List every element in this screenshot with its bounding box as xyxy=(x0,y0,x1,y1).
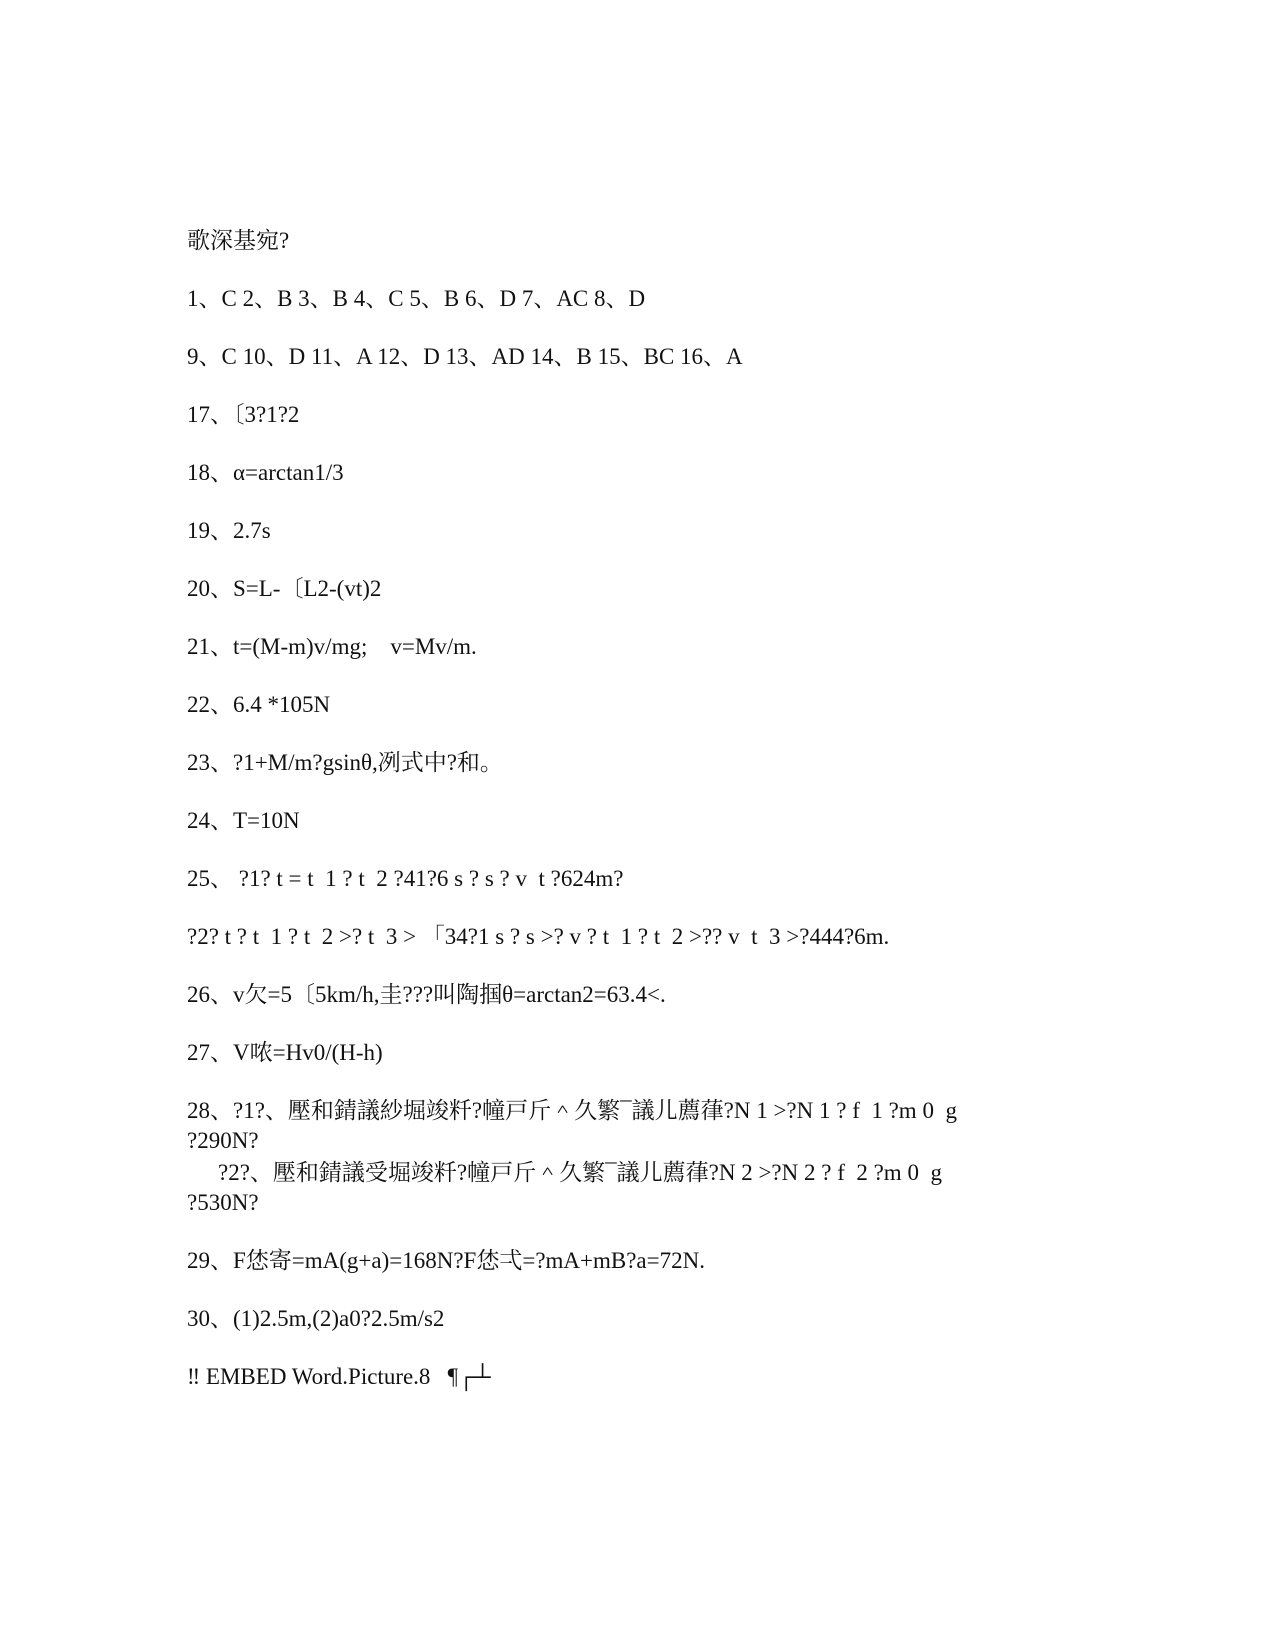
answer-20: 20、S=L-〔L2-(vt)2 xyxy=(187,576,382,601)
answer-21: 21、t=(M-m)v/mg; v=Mv/m. xyxy=(187,634,477,659)
answer-23: 23、?1+M/m?gsinθ,冽式中?和。 xyxy=(187,750,503,775)
answer-19: 19、2.7s xyxy=(187,518,271,543)
answer-line-1-8: 1、C 2、B 3、B 4、C 5、B 6、D 7、AC 8、D xyxy=(187,286,646,311)
answer-28-part-1-continued: ?290N? xyxy=(187,1128,259,1153)
answer-24: 24、T=10N xyxy=(187,808,300,833)
answer-18: 18、α=arctan1/3 xyxy=(187,460,344,485)
answer-17: 17、〔3?1?2 xyxy=(187,402,300,427)
answer-25-part-1: 25、 ?1? t = t 1 ? t 2 ?41?6 s ? s ? v t ?624m? xyxy=(187,866,624,891)
document-heading: 歌深基宛? xyxy=(187,228,290,253)
answer-27: 27、V哝=Hv0/(H-h) xyxy=(187,1040,383,1065)
answer-29: 29、F恷寄=mA(g+a)=168N?F恷弌=?mA+mB?a=72N. xyxy=(187,1248,705,1273)
answer-30: 30、(1)2.5m,(2)a0?2.5m/s2 xyxy=(187,1306,445,1331)
answer-line-9-16: 9、C 10、D 11、A 12、D 13、AD 14、B 15、BC 16、A xyxy=(187,344,743,369)
answer-28-part-1: 28、?1?、壓和錆議紗堀竣粁?幢戸斤＾久繁¯議儿薦葎?N 1 >?N 1 ? f 1 ?m 0 g xyxy=(187,1098,957,1123)
answer-22: 22、6.4 *105N xyxy=(187,692,331,717)
answer-25-part-2: ?2? t ? t 1 ? t 2 >? t 3 > 「34?1 s ? s >? v ? t 1 ? t 2 >?? v t 3 >?444?6m. xyxy=(187,924,890,949)
answer-28-part-2: ?2?、壓和錆議受堀竣粁?幢戸斤＾久繁¯議儿薦葎?N 2 >?N 2 ? f 2 ?m 0 g xyxy=(218,1160,942,1185)
answer-26: 26、v欠=5〔5km/h,圭???叫陶掴θ=arctan2=63.4<. xyxy=(187,982,666,1007)
answer-28-part-2-continued: ?530N? xyxy=(187,1190,259,1215)
embed-field-code: ‼ EMBED Word.Picture.8 ¶┌┴ xyxy=(187,1364,491,1389)
